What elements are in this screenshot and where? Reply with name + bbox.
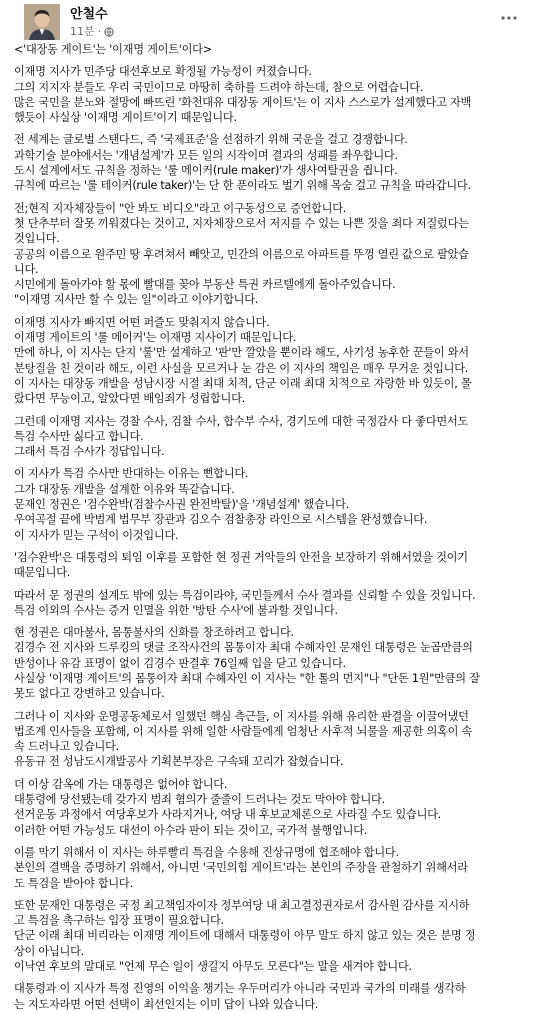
post-text-line: 시민에게 돌아가야 할 몫에 빨대를 꽂아 부동산 특권 카르텔에게 돌아주었습니다.: [14, 278, 396, 292]
post-paragraph: [14, 981, 525, 1012]
post-text-line: 이를 막기 위해서 이 지사는 하루빨리 특검을 수용해 진상규명에 협조해야 합니다.: [14, 845, 399, 859]
post-text-line: 그가 대장동 개발을 설계한 이유와 똑같습니다.: [14, 482, 235, 496]
post-text-line: 현 정권은 대마불사, 몸통불사의 신화를 창조하려고 합니다.: [14, 626, 294, 640]
post-text-line: 이재명 지사가 민주당 대선후보로 확정될 가능성이 커졌습니다.: [14, 65, 312, 79]
post-paragraph: [14, 898, 525, 974]
post-text-line: 고 특검을 촉구하는 입장 표명이 필요합니다.: [14, 914, 224, 928]
post-text-line: 이 지사가 특검 수사만 반대하는 이유는 뻔합니다.: [14, 467, 249, 481]
post-text-line: 는 지도자라면 어떤 선택이 최선인지는 이미 답이 나와 있습니다.: [14, 997, 319, 1011]
post-text-line: 사실상 '이재명 게이트'의 몸통이자 최대 수혜자인 이 지사는 "한 톨의 먼지"나 "단돈 1원"만큼의 잘: [14, 671, 480, 685]
post-text-line: 더 이상 감옥에 가는 대통령은 없어야 합니다.: [14, 777, 228, 791]
post-text-line: 그런데 이재명 지사는 경찰 수사, 검찰 수사, 합수부 수사, 경기도에 대한 국정감사 다 좋다면서도: [14, 414, 469, 428]
post-text-line: 법조계 인사들을 포함해, 이 지사를 위해 일한 사람들에게 엄청난 사후적 뇌물을 제공한 의혹이 속: [14, 724, 473, 738]
avatar[interactable]: [24, 4, 60, 40]
post-text-line: 도 특검을 받아야 합니다.: [14, 876, 133, 890]
post-paragraph: [14, 414, 525, 460]
post-text-line: 이 지사는 대장동 개발을 성남시장 시절 최대 치적, 단군 이래 최대 치적으로 자랑한 바 있듯이, 몰: [14, 376, 472, 390]
post-text-line: 니다.: [14, 262, 39, 276]
post-text-line: 우여곡절 끝에 박범계 법무부 장관과 김오수 검찰총장 라인으로 시스템을 완성했습니다.: [14, 513, 428, 527]
post-paragraph: [14, 777, 525, 838]
post-text-line: 대통령에 당선됐는데 갖가지 범죄 혐의가 줄줄이 드러나는 것도 막아야 합니다.: [14, 793, 385, 807]
post-text-line: 많은 국민을 분노와 절망에 빠뜨린 '화천대유 대장동 게이트'는 이 지사 스스로가 설계했다고 자백: [14, 95, 472, 109]
post-paragraph: [14, 588, 525, 619]
post-text-line: <'대장동 게이트'는 '이재명 게이트'이다>: [14, 43, 212, 56]
post-text-line: 본인의 결백을 증명하기 위해서, 아니면 '국민의힘 게이트'라는 본인의 주장을 관철하기 위해서라: [14, 861, 468, 875]
post-text-line: 했듯이 사실상 '이재명 게이트'이기 때문입니다.: [14, 111, 237, 125]
post-text-line: "이재명 지사만 할 수 있는 일"이라고 이야기합니다.: [14, 293, 259, 307]
post-paragraph: [14, 709, 525, 770]
post-text-line: 도시 설계에서도 규칙을 정하는 '룰 메이커(rule maker)'가 생사여탈권을 쥡니다.: [14, 164, 398, 178]
post-text-line: 문재인 정권은 '검수완박(검찰수사권 완전박탈)'을 '개념설계' 했습니다.: [14, 498, 349, 512]
post-header: [12, 0, 527, 42]
post-text-line: 따라서 문 정권의 설계도 밖에 있는 특검이라야, 국민들께서 수사 결과를 신뢰할 수 있을 것입니다.: [14, 588, 476, 602]
post-text-line: 못도 없다고 강변하고 있습니다.: [14, 687, 165, 701]
post-paragraph: [14, 315, 525, 407]
post-text-line: 과학기술 분야에서는 '개념설계'가 모든 일의 시작이며 결과의 성패를 좌우합니다.: [14, 148, 398, 162]
post-text-line: 그의 지지자 분들도 우리 국민이므로 마땅히 축하를 드려야 하는데, 참으로 어렵습니다.: [14, 80, 424, 94]
post-text-line: 이낙연 후보의 말대로 "언제 무슨 일이 생길지 아무도 모른다"는 말을 새겨야 합니다.: [14, 960, 412, 974]
post-text-line: 랐다면 무능이고, 알았다면 배임죄가 성립합니다.: [14, 392, 245, 406]
post-paragraph: [14, 132, 525, 193]
post-text-line: 이재명 지사가 빠지면 어떤 퍼즐도 맞춰지지 않습니다.: [14, 315, 270, 329]
post-text-line: 분탕질을 친 것이라 해도, 이런 사실을 모르거나 눈 감은 이 지사의 책임은 매우 무거운 것입니다.: [14, 361, 469, 375]
post-paragraph: [14, 64, 525, 125]
post-paragraph: [14, 625, 525, 701]
post-text-line: '검수완박'은 대통령의 퇴임 이후를 포함한 현 정권 거악들의 안전을 보장하기 위해서였을 것이기: [14, 550, 468, 564]
post-body: [12, 42, 527, 1012]
post-text-line: 전 세계는 글로벌 스탠다드, 즉 '국제표준'을 선점하기 위해 국운을 걸고 경쟁합니다.: [14, 133, 408, 147]
post-text-line: 때문입니다.: [14, 566, 71, 580]
post-text-line: 첫 단추부터 잘못 끼워졌다는 것이고, 지자체장으로서 저지를 수 있는 나쁜 짓을 죄다 저질렀다는: [14, 216, 469, 230]
post-text-line: 유동규 전 성남도시개발공사 기획본부장은 구속돼 꼬리가 잡혔습니다.: [14, 755, 344, 769]
post-text-line: 단군 이래 최대 비리라는 이재명 게이트에 대해서 대통령이 아무 말도 하지 않고 있는 것은 분명 정: [14, 929, 476, 943]
post-author[interactable]: 안철수: [70, 7, 108, 22]
more-options-icon[interactable]: [495, 6, 523, 30]
post-paragraph: [14, 201, 525, 308]
post-text-line: 이 지사가 믿는 구석이 이것입니다.: [14, 528, 179, 542]
post-text-line: 속 드러나고 있습니다.: [14, 740, 119, 754]
post-text-line: 만에 하나, 이 지사는 단지 '룰'만 설계하고 '판'만 깔았을 뿐이라 해도, 사기성 농후한 꾼들이 와서: [14, 346, 469, 360]
post-paragraph: [14, 466, 525, 542]
post-text-line: 이재명 게이트의 '룰 메이커'는 이재명 지사이기 때문입니다.: [14, 331, 297, 345]
post-meta: 11분 ·: [70, 25, 114, 38]
post-text-line: 규칙에 따르는 '룰 테이커(rule taker)'는 단 한 푼이라도 벌기 위해 목숨 걸고 규칙을 따라갑니다.: [14, 179, 471, 193]
post-paragraph: [14, 42, 525, 57]
post-text-line: 상이 아닙니다.: [14, 944, 84, 958]
post-text-line: 김경수 전 지사와 드루킹의 댓글 조작사건의 몸통이자 최대 수혜자인 문재인 대통령은 눈곱만큼의: [14, 641, 473, 655]
post-text-line: 것입니다.: [14, 232, 60, 246]
post-text-line: 그러나 이 지사와 운명공동체로서 일했던 핵심 측근들, 이 지사를 위해 유리한 판결을 이끌어냈던: [14, 709, 469, 723]
post-text-line: 특검 수사만 싫다고 합니다.: [14, 429, 144, 443]
post-text-line: 공공의 이름으로 원주민 땅 후려쳐서 빼앗고, 민간의 이름으로 아파트를 뚜껑 열린 값으로 팔았습: [14, 247, 469, 261]
post-text-line: 반성이나 유감 표명이 없이 김경수 판결후 76일째 입을 닫고 있습니다.: [14, 656, 346, 670]
post-paragraph: [14, 845, 525, 891]
post-text-line: 대통령과 이 지사가 특정 진영의 이익을 챙기는 우두머리가 아니라 국민과 국가의 미래를 생각하: [14, 982, 466, 996]
post-text-line: 그래서 특검 수사가 정답입니다.: [14, 445, 165, 459]
post-paragraph: [14, 550, 525, 581]
post-text-line: 이러한 어떤 가능성도 대선이 아수라 판이 되는 것이고, 국가적 불행입니다.: [14, 823, 368, 837]
post-text-line: 전;현직 지자체장들이 "안 봐도 비디오"라고 이구동성으로 증언합니다.: [14, 201, 347, 215]
globe-icon: [104, 27, 114, 37]
post-text-line: 또한 문재인 대통령은 국정 최고책임자이자 정부여당 내 최고결정권자로서 감사원 감사를 지시하: [14, 898, 470, 912]
post-text-line: 특검 이외의 수사는 증거 인멸을 위한 '방탄 수사'에 불과할 것입니다.: [14, 603, 338, 617]
post-text-line: 선거운동 과정에서 여당후보가 사라지거나, 여당 내 후보교체론으로 사라질 수도 있습니다.: [14, 808, 441, 822]
avatar-portrait: [24, 4, 60, 40]
post-timestamp[interactable]: 11분: [70, 25, 95, 38]
